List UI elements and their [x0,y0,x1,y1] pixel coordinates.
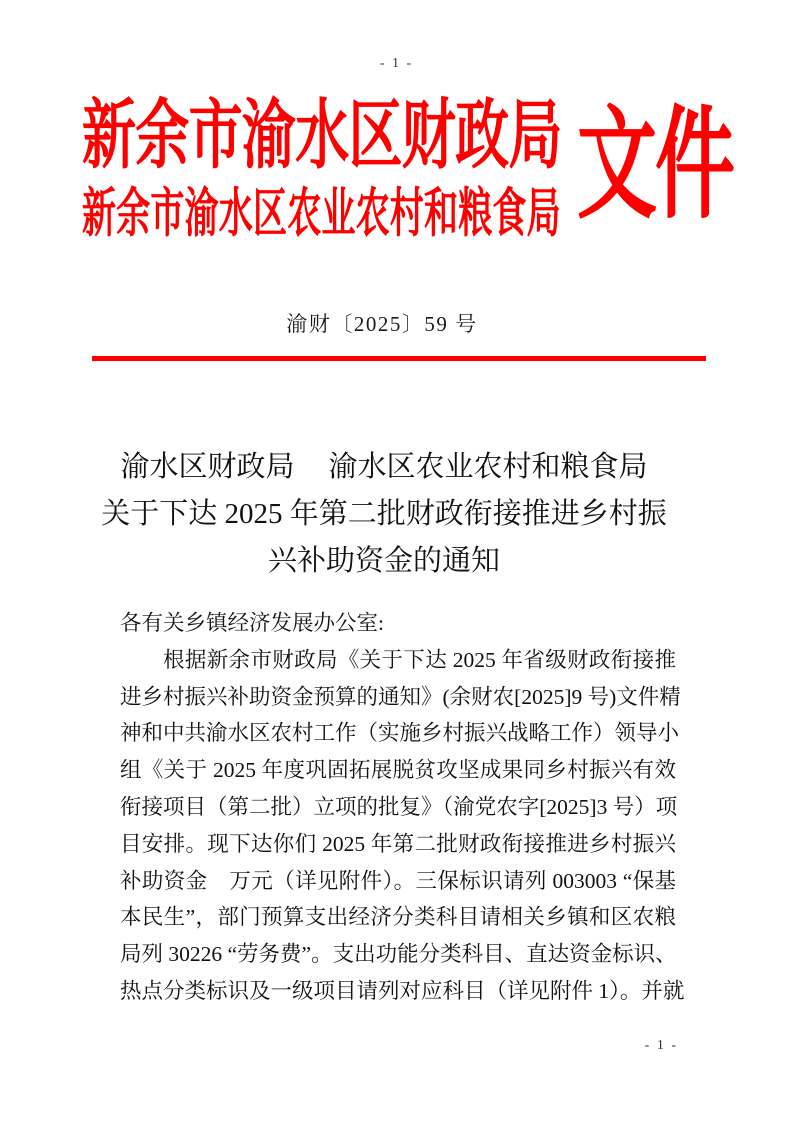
body-line: 根据新余市财政局《关于下达 2025 年省级财政衔接推 [163,647,676,672]
title-line-2: 关于下达 2025 年第二批财政衔接推进乡村振 [101,498,667,530]
title-line-1 [0,444,768,491]
body-line: 神和中共渝水区农村工作（实施乡村振兴战略工作）领导小 [120,721,680,746]
salutation-line: 各有关乡镇经济发展办公室: [120,611,384,635]
body-line: 本民生”，部门预算支出经济分类科目请相关乡镇和区农粮 [120,905,676,930]
title-line-1-part-1: 渝水区财政局 [120,451,295,483]
body-line: 补助资金 万元（详见附件）。三保标识请列 003003 “保基 [120,868,676,893]
body-line: 热点分类标识及一级项目请列对应科目（详见附件 1）。并就 [120,978,685,1003]
body-line: 进乡村振兴补助资金预算的通知》(余财农[2025]9 号)文件精 [120,684,681,709]
body-line: 局列 30226 “劳务费”。支出功能分类科目、直达资金标识、 [120,942,677,967]
title-line-1-part-2: 渝水区农业农村和粮食局 [328,451,648,483]
body-line: 目安排。现下达你们 2025 年第二批财政衔接推进乡村振兴 [120,831,676,856]
document-body [120,605,685,1010]
doc-type-label: 文件 [577,99,733,234]
doc-number: 渝财〔2025〕59 号 [286,312,478,336]
page-number-top: - 1 - [379,56,414,71]
agency-name-line-2: 新余市渝水区农业农村和粮食局 [82,185,561,244]
page-number-bottom: - 1 - [644,1038,678,1053]
title-line-3: 兴补助资金的通知 [267,545,500,577]
body-line: 组《关于 2025 年度巩固拓展脱贫攻坚成果同乡村振兴有效 [120,758,676,783]
red-divider-line [92,356,706,361]
body-line: 衔接项目（第二批）立项的批复》（渝党农字[2025]3 号）项 [120,794,678,819]
agency-name-line-1: 新余市渝水区财政局 [82,93,562,178]
document-title [0,444,768,585]
